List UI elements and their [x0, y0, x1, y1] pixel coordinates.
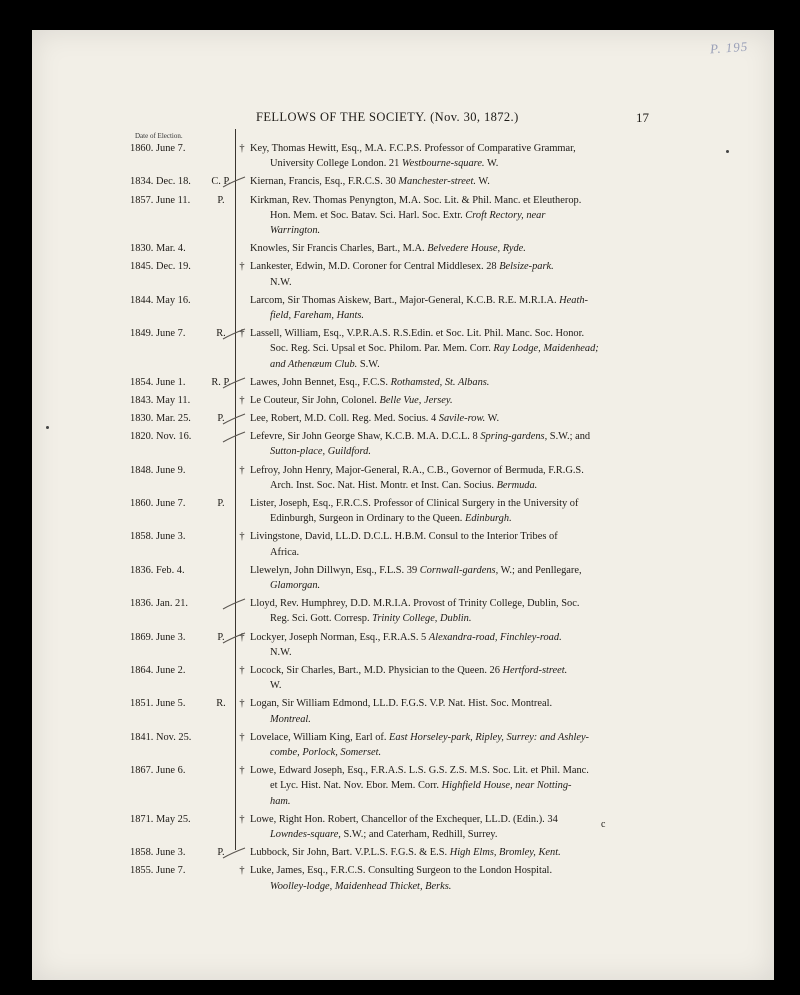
entry-line	[250, 511, 654, 526]
dagger-mark: †	[239, 328, 245, 340]
dagger-mark: †	[239, 731, 245, 743]
dagger-mark: †	[239, 765, 245, 777]
election-date: 1869. June 3.	[130, 631, 186, 643]
entry-line	[250, 174, 654, 189]
medal-mark: P.	[217, 497, 225, 509]
entry-line	[250, 678, 654, 693]
entry-text: Arch. Inst. Soc. Nat. Hist. Montr. et Inst. Can. Socius.	[270, 479, 497, 491]
election-date: 1844. May 16.	[130, 294, 191, 306]
entry-address: Woolley-lodge, Maidenhead Thicket, Berks.	[270, 880, 452, 892]
election-date: 1867. June 6.	[130, 765, 186, 777]
entry-line	[250, 763, 654, 778]
entry-address: Spring-gardens,	[480, 431, 548, 443]
signature-mark: c	[601, 819, 606, 830]
entry-address: Croft Rectory, near	[465, 209, 546, 221]
entry-text: Larcom, Sir Thomas Aiskew, Bart., Major-General, K.C.B. R.E. M.R.I.A.	[250, 294, 560, 306]
entry-line	[250, 293, 654, 308]
entry-address: Heath-	[559, 294, 589, 306]
fellow-description	[250, 393, 654, 408]
election-date: 1857. June 11.	[130, 194, 191, 206]
entry-line	[250, 429, 654, 444]
fellow-description	[250, 812, 654, 843]
entry-text: Lowe, Right Hon. Robert, Chancellor of the Exchequer, LL.D. (Edin.). 34	[250, 813, 558, 825]
entry-address: Rothamsted, St. Albans.	[390, 376, 490, 388]
pencil-tick-icon	[222, 413, 246, 425]
entry-address: Sutton-place, Guildford.	[270, 446, 371, 458]
entry-line	[250, 375, 654, 390]
fellow-description	[250, 429, 654, 460]
fellow-description	[250, 630, 654, 661]
fellow-description	[250, 326, 654, 372]
entry-text: Locock, Sir Charles, Bart., M.D. Physician to the Queen. 26	[250, 664, 503, 676]
entry-line	[250, 663, 654, 678]
election-date: 1843. May 11.	[130, 394, 191, 406]
ink-speck	[726, 150, 729, 153]
fellow-description	[250, 696, 654, 727]
entry-text: Lovelace, William King, Earl of.	[250, 731, 390, 743]
election-date: 1820. Nov. 16.	[130, 431, 192, 443]
entry-address: Belle Vue, Jersey.	[379, 394, 453, 406]
election-date: 1830. Mar. 4.	[130, 243, 186, 255]
election-date: 1845. Dec. 19.	[130, 261, 191, 273]
medal-mark: R.	[216, 328, 226, 340]
entry-line	[250, 778, 654, 793]
entry-address: Warrington.	[270, 225, 321, 237]
entry-line	[250, 712, 654, 727]
election-date: 1855. June 7.	[130, 865, 186, 877]
entry-line	[250, 529, 654, 544]
fellow-description	[250, 863, 654, 894]
entry-line	[250, 563, 654, 578]
entry-line	[250, 496, 654, 511]
dagger-mark: †	[239, 664, 245, 676]
fellow-description	[250, 496, 654, 527]
pencil-tick-icon	[222, 377, 246, 389]
fellow-description	[250, 375, 654, 390]
election-date: 1830. Mar. 25.	[130, 413, 191, 424]
entry-address: Edinburgh.	[465, 513, 512, 525]
entry-text-tail: S.W.; and	[547, 431, 591, 443]
fellow-description	[250, 563, 654, 594]
running-title: FELLOWS OF THE SOCIETY. (Nov. 30, 1872.)	[256, 110, 519, 124]
entry-line	[250, 156, 654, 171]
election-date: 1851. June 5.	[130, 698, 186, 710]
election-date: 1836. Jan. 21.	[130, 598, 189, 610]
medal-mark: P.	[217, 631, 225, 643]
dagger-mark: †	[239, 631, 245, 643]
entry-text: Edinburgh, Surgeon in Ordinary to the Queen.	[270, 513, 465, 525]
page-number: 17	[636, 110, 649, 125]
entry-line	[250, 357, 654, 372]
entry-text: Kiernan, Francis, Esq., F.R.C.S. 30	[250, 176, 399, 188]
fellow-description	[250, 411, 654, 426]
entry-address: Belvedere House, Ryde.	[427, 243, 526, 255]
entry-line	[250, 630, 654, 645]
entry-address: High Elms, Bromley, Kent.	[449, 847, 561, 859]
entry-line	[250, 193, 654, 208]
entry-line	[250, 275, 654, 290]
entry-text: Llewelyn, John Dillwyn, Esq., F.L.S. 39	[250, 564, 420, 576]
fellow-description	[250, 529, 654, 560]
entry-text: Lee, Robert, M.D. Coll. Reg. Med. Socius. 4	[250, 413, 439, 424]
entry-line	[250, 845, 654, 860]
election-date: 1864. June 2.	[130, 664, 186, 676]
entry-text-tail: W.; and Penllegare,	[498, 564, 582, 576]
election-date: 1860. June 7.	[130, 143, 186, 154]
entry-text: Hon. Mem. et Soc. Batav. Sci. Harl. Soc. Extr.	[270, 209, 466, 221]
entry-text: Lankester, Edwin, M.D. Coroner for Central Middlesex. 28	[250, 261, 500, 273]
entry-address: Bermuda.	[496, 479, 538, 491]
entry-address: Glamorgan.	[270, 579, 321, 591]
entry-text: Kirkman, Rev. Thomas Penyngton, M.A. Soc. Lit. & Phil. Manc. et Eleutherop.	[250, 194, 582, 206]
ink-speck	[46, 426, 49, 429]
entry-address: Cornwall-gardens,	[419, 564, 499, 576]
entry-line	[250, 827, 654, 842]
entry-text: et Lyc. Hist. Nat. Nov. Ebor. Mem. Corr.	[270, 780, 442, 792]
entry-line	[250, 696, 654, 711]
dagger-mark: †	[239, 698, 245, 710]
entry-text-tail: S.W.	[357, 358, 380, 370]
entry-address: Westbourne-square.	[401, 158, 485, 170]
document-page	[32, 30, 774, 980]
entry-line	[250, 812, 654, 827]
fellow-description	[250, 763, 654, 809]
entry-text: Key, Thomas Hewitt, Esq., M.A. F.C.P.S. Professor of Comparative Grammar,	[250, 143, 576, 154]
entry-line	[250, 208, 654, 223]
entry-address: Highfield House, near Notting-	[441, 780, 572, 792]
pencil-tick-icon	[222, 431, 246, 443]
entry-text: Africa.	[270, 546, 300, 558]
page-header	[32, 110, 774, 128]
entry-text: University College London. 21	[270, 158, 402, 170]
entry-text: Le Couteur, Sir John, Colonel.	[250, 394, 380, 406]
entry-text: Lassell, William, Esq., V.P.R.A.S. R.S.Edin. et Soc. Lit. Phil. Manc. Soc. Honor.	[250, 328, 585, 340]
entry-line	[250, 863, 654, 878]
medal-mark: P.	[217, 194, 225, 206]
entry-line	[250, 611, 654, 626]
entry-line	[250, 645, 654, 660]
dagger-mark: †	[239, 865, 245, 877]
entry-text: W.	[270, 680, 282, 692]
election-date: 1836. Feb. 4.	[130, 564, 185, 576]
entry-line	[250, 879, 654, 894]
fellow-description	[250, 845, 654, 860]
entry-line	[250, 478, 654, 493]
fellow-description	[250, 293, 654, 324]
entry-text: Lawes, John Bennet, Esq., F.C.S.	[250, 376, 391, 388]
fellow-description	[250, 463, 654, 494]
entry-address: Lowndes-square,	[270, 829, 341, 841]
entry-line	[250, 326, 654, 341]
entry-line	[250, 341, 654, 356]
dagger-mark: †	[239, 813, 245, 825]
entry-line	[250, 411, 654, 426]
election-date: 1858. June 3.	[130, 847, 186, 859]
medal-mark: R. P.	[211, 376, 231, 388]
entry-address: Savile-row.	[438, 413, 486, 424]
entry-text-tail: W.	[476, 176, 490, 188]
election-date: 1849. June 7.	[130, 328, 186, 340]
entry-address: Belsize-park.	[499, 261, 554, 273]
entry-address: Ray Lodge, Maidenhead;	[493, 343, 599, 355]
entry-line	[250, 141, 654, 156]
entry-line	[250, 393, 654, 408]
entry-line	[250, 444, 654, 459]
dagger-mark: †	[239, 464, 245, 476]
fellow-description	[250, 241, 654, 256]
entry-text: Soc. Reg. Sci. Upsal et Soc. Philom. Par. Mem. Corr.	[270, 343, 494, 355]
entry-line	[250, 545, 654, 560]
entry-text: Lister, Joseph, Esq., F.R.C.S. Professor of Clinical Surgery in the University of	[250, 497, 579, 509]
fellow-description	[250, 663, 654, 694]
entry-line	[250, 463, 654, 478]
pencil-margin-note: P. 195	[709, 38, 749, 57]
entry-text: Lloyd, Rev. Humphrey, D.D. M.R.I.A. Provost of Trinity College, Dublin, Soc.	[250, 598, 580, 610]
entry-address: field, Fareham, Hants.	[270, 309, 364, 321]
entry-address: Montreal.	[270, 713, 311, 725]
fellow-description	[250, 596, 654, 627]
entry-text-tail: S.W.; and Caterham, Redhill, Surrey.	[340, 829, 498, 841]
entry-line	[250, 223, 654, 238]
entry-address: ham.	[270, 795, 291, 807]
election-date: 1834. Dec. 18.	[130, 176, 191, 188]
entry-text: Reg. Sci. Gott. Corresp.	[270, 613, 373, 625]
fellow-description	[250, 730, 654, 761]
entry-line	[250, 794, 654, 809]
pencil-tick-icon	[222, 598, 246, 610]
dagger-mark: †	[239, 143, 245, 154]
pencil-tick-icon	[222, 176, 246, 188]
fellow-description	[250, 193, 654, 239]
election-date: 1860. June 7.	[130, 497, 186, 509]
entry-text: Lockyer, Joseph Norman, Esq., F.R.A.S. 5	[250, 631, 429, 643]
entry-line	[250, 578, 654, 593]
medal-mark: P.	[217, 413, 225, 424]
entry-address: Trinity College, Dublin.	[372, 613, 472, 625]
entry-address: combe, Porlock, Somerset.	[270, 746, 382, 758]
entry-text: Lubbock, Sir John, Bart. V.P.L.S. F.G.S. & E.S.	[250, 847, 450, 859]
dagger-mark: †	[239, 261, 245, 273]
entry-text-tail: W.	[485, 413, 500, 424]
entry-text: Lowe, Edward Joseph, Esq., F.R.A.S. L.S. G.S. Z.S. M.S. Soc. Lit. et Phil. Manc.	[250, 765, 589, 777]
entry-address: and Athenæum Club.	[270, 358, 358, 370]
election-date: 1858. June 3.	[130, 531, 186, 543]
election-date: 1841. Nov. 25.	[130, 731, 192, 743]
fellow-description	[250, 259, 654, 290]
entry-address: Alexandra-road, Finchley-road.	[428, 631, 562, 643]
election-date: 1848. June 9.	[130, 464, 186, 476]
fellow-description	[250, 141, 654, 172]
entry-text: N.W.	[270, 276, 292, 288]
entry-address: Manchester-street.	[398, 176, 476, 188]
entry-text-tail: W.	[484, 158, 499, 170]
entry-text: Lefevre, Sir John George Shaw, K.C.B. M.A. D.C.L. 8	[250, 431, 481, 443]
entry-text: Lefroy, John Henry, Major-General, R.A., C.B., Governor of Bermuda, F.R.G.S.	[250, 464, 584, 476]
entry-line	[250, 259, 654, 274]
entry-line	[250, 730, 654, 745]
entry-line	[250, 308, 654, 323]
entry-text: Luke, James, Esq., F.R.C.S. Consulting Surgeon to the London Hospital.	[250, 865, 553, 877]
entry-text: Logan, Sir William Edmond, LL.D. F.G.S. V.P. Nat. Hist. Soc. Montreal.	[250, 698, 553, 710]
election-date: 1871. May 25.	[130, 813, 191, 825]
dagger-mark: †	[239, 531, 245, 543]
election-date: 1854. June 1.	[130, 376, 186, 388]
entry-address: Hertford-street.	[502, 664, 568, 676]
entry-address: East Horseley-park, Ripley, Surrey: and Ashley-	[389, 731, 590, 743]
entry-text: Livingstone, David, LL.D. D.C.L. H.B.M. Consul to the Interior Tribes of	[250, 531, 558, 543]
medal-mark: C. P.	[211, 176, 231, 188]
fellow-description	[250, 174, 654, 189]
dagger-mark: †	[239, 394, 245, 406]
pencil-tick-icon	[222, 847, 246, 859]
entry-line	[250, 241, 654, 256]
entry-line	[250, 745, 654, 760]
entry-text: N.W.	[270, 646, 292, 658]
entry-line	[250, 596, 654, 611]
medal-mark: R.	[216, 698, 226, 710]
medal-mark: P.	[217, 847, 225, 859]
entry-text: Knowles, Sir Francis Charles, Bart., M.A.	[250, 243, 428, 255]
column-label-date-of-election: Date of Election.	[135, 132, 183, 140]
